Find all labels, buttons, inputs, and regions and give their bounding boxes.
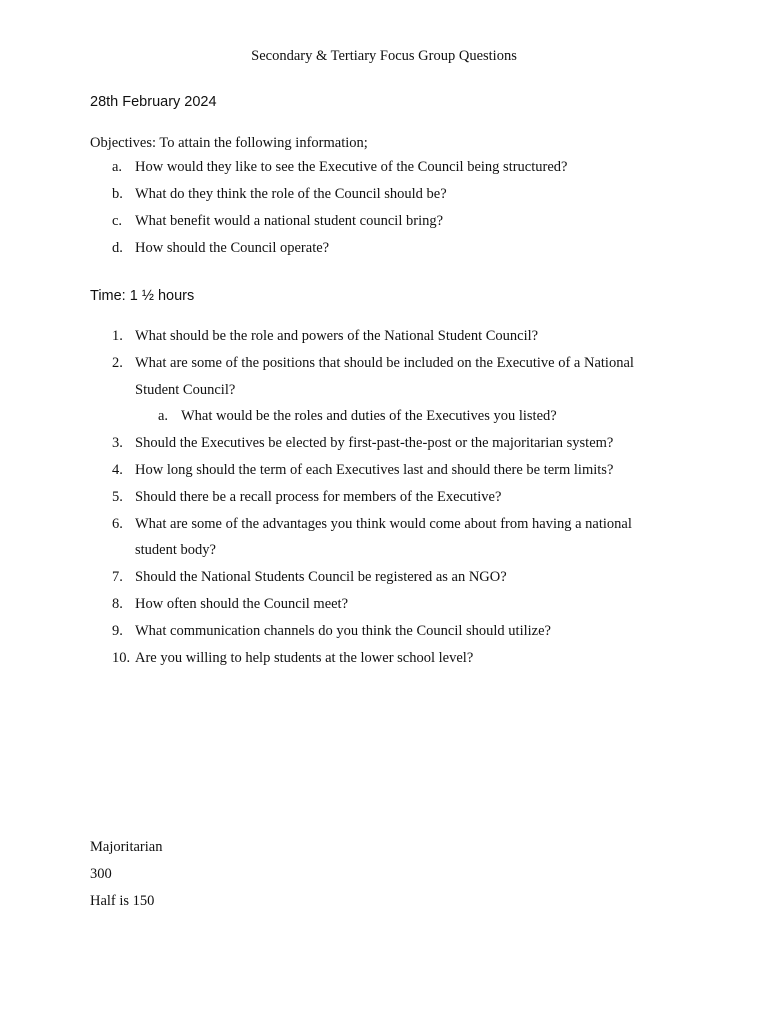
sub-question-text: What would be the roles and duties of the Executives you listed? bbox=[181, 408, 557, 425]
objectives-heading: Objectives: To attain the following information; bbox=[90, 135, 368, 151]
question-number: 9. bbox=[112, 622, 123, 639]
question-number: 5. bbox=[112, 488, 123, 505]
objective-text: What benefit would a national student council bring? bbox=[135, 213, 444, 229]
question-number: 10. bbox=[112, 649, 131, 666]
note-line: 300 bbox=[90, 866, 112, 882]
question-item bbox=[90, 564, 670, 591]
question-number: 4. bbox=[112, 461, 123, 478]
list-marker: a. bbox=[158, 408, 169, 425]
objective-item bbox=[90, 208, 690, 235]
question-text: What are some of the positions that should be included on the Executive of a National Student Council? bbox=[135, 354, 634, 398]
notes-section bbox=[90, 834, 162, 915]
question-item bbox=[90, 430, 670, 457]
question-text: Should the Executives be elected by first-past-the-post or the majoritarian system? bbox=[135, 435, 614, 452]
question-number: 7. bbox=[112, 569, 123, 586]
question-item bbox=[90, 591, 670, 618]
question-item bbox=[90, 350, 670, 404]
list-marker: a. bbox=[112, 159, 123, 175]
objectives-section bbox=[90, 132, 690, 262]
question-text: How often should the Council meet? bbox=[135, 595, 349, 612]
question-number: 6. bbox=[112, 515, 123, 532]
question-text: What should be the role and powers of the National Student Council? bbox=[135, 328, 539, 344]
question-item bbox=[90, 618, 670, 645]
document-title: Secondary & Tertiary Focus Group Questions bbox=[251, 48, 517, 64]
objective-item bbox=[90, 235, 690, 262]
question-number: 3. bbox=[112, 435, 123, 452]
objective-text: What do they think the role of the Council should be? bbox=[135, 186, 447, 202]
objective-item bbox=[90, 181, 690, 208]
question-text: Should the National Students Council be registered as an NGO? bbox=[135, 569, 507, 586]
question-item bbox=[90, 645, 670, 672]
list-marker: c. bbox=[112, 213, 123, 229]
note-line: Half is 150 bbox=[90, 893, 155, 909]
question-text: What are some of the advantages you think would come about from having a national student body? bbox=[135, 515, 632, 559]
questions-list bbox=[90, 323, 670, 671]
note-line: Majoritarian bbox=[90, 839, 163, 855]
question-number: 2. bbox=[112, 354, 123, 371]
question-item bbox=[90, 511, 670, 565]
question-item bbox=[90, 484, 670, 511]
objective-text: How should the Council operate? bbox=[135, 240, 330, 256]
session-time: Time: 1 ½ hours bbox=[90, 288, 195, 304]
document-date: 28th February 2024 bbox=[90, 94, 217, 110]
sub-question-item bbox=[90, 403, 670, 430]
question-text: What communication channels do you think the Council should utilize? bbox=[135, 622, 551, 639]
question-text: How long should the term of each Executives last and should there be term limits? bbox=[135, 461, 614, 478]
objective-item bbox=[90, 154, 690, 181]
list-marker: d. bbox=[112, 240, 123, 256]
question-text: Are you willing to help students at the lower school level? bbox=[135, 649, 474, 666]
question-item bbox=[90, 457, 670, 484]
question-text: Should there be a recall process for members of the Executive? bbox=[135, 488, 502, 505]
objective-text: How would they like to see the Executive of the Council being structured? bbox=[135, 159, 568, 175]
question-item bbox=[90, 323, 670, 350]
list-marker: b. bbox=[112, 186, 123, 202]
question-number: 8. bbox=[112, 595, 123, 612]
question-number: 1. bbox=[112, 328, 123, 344]
